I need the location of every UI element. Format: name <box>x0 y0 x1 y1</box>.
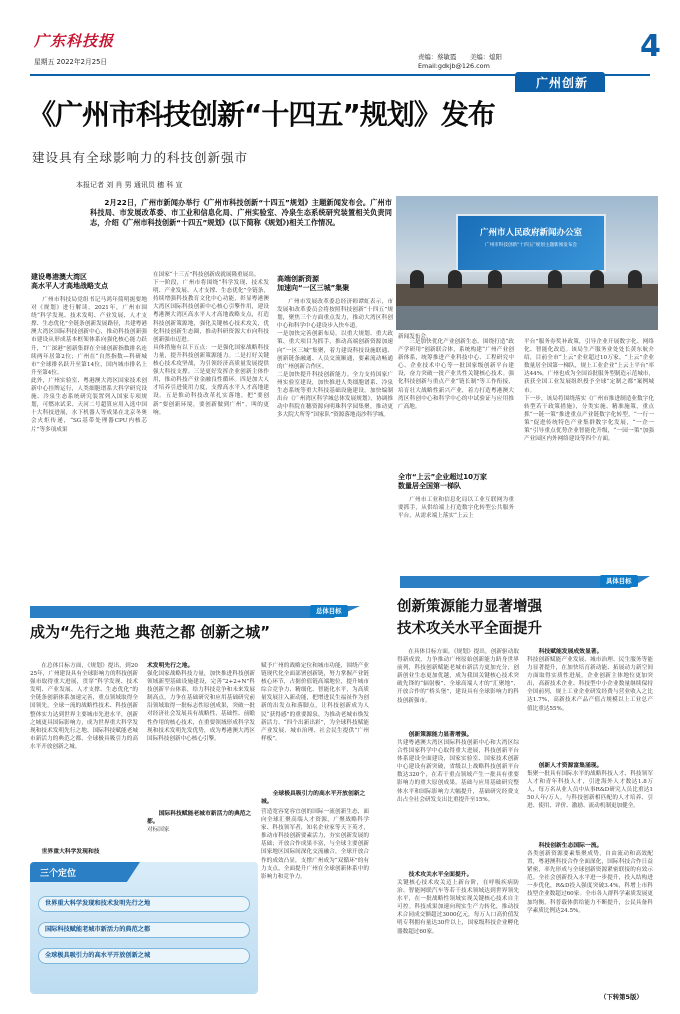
specific-col2-sub1: 科技赋能发展成效显著。 <box>538 649 603 655</box>
overall-col3-text: 赋予广州的战略定位和城市功能，围绕产业链现代化全面部署创新链，努力掌握产业链核心环节，占据价值链高端地位，提升城市综合竞争力、精细化、智能化水平，为高质量发展注入新动能，把增进民生福祉作为创新的出发点和落脚点，让科技创新成为人民“获得感”的重要源泉，为推动老城市焕发新活力、“四个出新出彩”，为全球科技赋能产业发展、城市治理、社会民生提供“广州样板”。 <box>261 663 369 742</box>
speaker-5 <box>590 270 604 288</box>
col4b-text: 广州市工业和信息化局以工业互联网为重要抓手，从供给端上打造数字化转型公共服务平台，从需求端上落实“上云上 <box>398 497 514 520</box>
positioning-item-2: 国际科技赋能老城市新活力的典范之都 <box>38 922 250 938</box>
page-number: 4 <box>640 29 661 64</box>
press-conference-photo <box>396 196 658 330</box>
col4-text: 三是加快优化产业创新生态。围绕打造“政产学研用”创新联合体，系统构建“广州产业创新体系，统筹推进产业科技中心、工程研究中心、企业技术中心等一批国家级创新平台建设，奋力突破一批产业共性关键核心技术。强化科技创新与重点产业“链长制”等工作衔接，培育壮大战略性新兴产业，着力打造粤港澳大湾区科创中心和科学中心的中试验证与应用推广高地。 <box>398 339 514 410</box>
col3-text: 广州市发展改革委总经济师谭虹表示，市发展和改革委员会将按照科技创新“十四五”规划，聚焦三个方面重点发力，推动大湾区科创中心和科学中心建设步入快车道。 一是加快完善创新布局。以重大规划、重大政策、重大项目为抓手，推动高端创新资源加速向“一区三城”集聚，着力建设科技设施联通、创新链条融通、人员交流顺通，要素流动畅通的广州创新合作区。 二是加快提升科技创新能力。全力支持国家广州实验室建设，加快推进人类细胞谱系、冷泉生态系统等重大科技基础设施建设。加快编制出台《广州湾区科学城总体发展规划》，协调推动中科院在穗资源向明珠科学园集聚，推动更多大院大所等“国家队”资源落地南沙科学城。 <box>277 299 393 419</box>
specific-col1c-text: 关键核心技术攻关迈上新台阶，在呼吸疾病防治、智能网联汽车等若干技术领域达到世界领先水平，在一批战略性领域实现关键核心技术自主可控。科技成果加速向现实生产力转化，推动技术合同成交额超过3000亿元，每万人口高价值发明专利拥有量达30件以上，国家级科技企业孵化器数超过60家。 <box>397 880 519 935</box>
overall-col2-sub: 国际科技赋能老城市新活力的典范之都。 <box>147 811 252 826</box>
positioning-item-3: 全球极具吸引力的高水平开放创新之城 <box>38 948 250 964</box>
overall-col2-text: 强化国家战略科技力量，加快推进科技创新领域新型基础设施建设，完善“2+2+N”科技创新平台体系，给力科技竞争和未来发展制高点，力争在基础研究和应用基础研究前沿领域取得一批标志性原创成果，突破一批对经济社会发展具有战略性、基础性、前瞻性作用的核心技术，在重要领域形成科学发现和技术发明先发优势，成为粤港澳大湾区国际科技创新中心核心引擎。 <box>147 671 255 742</box>
contact-email: Email:gdkjb@126.com <box>418 62 490 70</box>
col1-heading: 建设粤港澳大湾区 高水平人才高地战略支点 <box>31 273 108 290</box>
specific-col1b-text: 共建粤港澳大湾区国际科技创新中心和大湾区综合性国家科学中心取得重大进展，科技创新平台体系建设全面建设，国家实验室、国家技术创新中心建设有新突破，省级以上战略科技创新平台数达320个，在若干重点领域产生一批具有重要影响力的重大原创成果。基础与应用基础研究整体水平和国际影响力大幅提升，基础研究经费支出占全社会研发支出比重提升至15%。 <box>397 740 519 803</box>
overall-col3-sub: 全球极具吸引力的高水平开放创新之城。 <box>261 791 366 806</box>
speaker-3 <box>488 270 502 288</box>
headline-subtitle: 建设具有全球影响力的科技创新强市 <box>32 150 249 165</box>
specific-goal-title-1: 创新策源能力显著增强 <box>397 599 542 615</box>
section-label: 广州创新 <box>536 76 589 90</box>
screen-subtext: 广州市科技创新“十四五”规划主题新闻发布会 <box>484 243 578 248</box>
col5-text: 平台”服务券奖补政策，引导企业开展数字化、网络化、智能化改造。该局生产服务业处处长黄东航介绍，目前全市“上云”企业超过10万家，“上云”企业数量居全国第一梯队，规上工业企业“上云上平台”率达44%，广州也成为全国首批服务型制造示范城市，获获全国工业发展组织授予全球“定制之都”案例城市。 下一步，该局将围绕落实《广州市推进制造业数字化转型若干政策措施》，分类实施、精准施策，重点抓“一链一策”推进重点产业链数字化转型，“一行一策”促进传统特色产业集群数字化发展，“一企一策”引导重点优势企业智能化升级，“一园一策”加强产业园区内外网络建设等四个方面。 <box>524 339 654 443</box>
designer-credit: 美编：熄阳 <box>470 53 502 61</box>
editor-credit: 责编：蔡敏霞 <box>418 53 457 61</box>
issue-date: 星期五 2022年2月25日 <box>34 58 108 66</box>
speaker-4 <box>548 270 562 288</box>
speaker-1 <box>410 270 424 288</box>
headline-title: 《广州市科技创新“十四五”规划》发布 <box>28 98 495 131</box>
screen-text: 广州市人民政府新闻办公室 <box>479 228 582 238</box>
overall-col3b-text: 营造宽容宽容宜创的国际一流创新生态，面向全球汇聚高端人才资源，广聚战略科学家、科技领军者，知名企业家等天下英才，推动市科技创新要素活力，夯实创新发展的基础；开放合作成果丰富，与全球主要创新国家地区国际间深化交流融合，全球开放合作的成效凸显，支撑广州成为“双循环”的有力支点，全面提升广州在全球创新体系中的影响力和竞争力。 <box>261 809 369 880</box>
specific-col2b-text: 集聚一批具有国际水平的战略科技人才、科技领军人才和青年科技人才，引进海外人才数达1.8万人，每万名从业人员中从事R&D研究人员比重达150人年/万人。与科技创新相匹配的人才培养、引进、使用、评价、激励、流动机制更加健全。 <box>527 771 653 810</box>
three-positioning-box <box>30 862 258 994</box>
floor <box>396 306 658 330</box>
masthead <box>0 0 680 90</box>
specific-col2c-text: 各类创新资源要素集聚成势，自由流动和高效配置，粤港澳科技合作全面深化，国际科技合作日益紧密，率先形成与全球创新资源紧密联接的有效示范。全社会创新投入水平进一步提升，投入结构进一步优化，R&D投入强度突破3.4%，科增上市科技型企业数超过60家。全市各人群科学素质发展更加均衡，科普载体供给能力不断提升，公民具备科学素质比例达24.5%。 <box>527 851 653 914</box>
masthead-rule <box>30 74 650 76</box>
continued-note: （下转第5版） <box>600 993 643 1001</box>
photo-caption: 新闻发布会。 <box>398 334 432 340</box>
col1-text: 广州市科技局党组书记马鸿年简明扼要地对《规划》进行解读。2021年，广州市围绕“科学发现、技术发明、产业发展、人才支撑、生态优化”全链条创新发展路径，共建粤港澳大湾区国际科技创新中心，推动科技创新强市建设从形成基本框架体系向强化核心能力跃升，“广深港”创新集群在全球创新指数排名连续两年居第2位；广州在“自然指数—科研城市”全球排名跃升至第14位，国内城市排名上升至第4位。 此外，广州实验室、粤港澳大湾区国家技术创新中心挂牌运行，人类细胞谱系大科学研究设施、冷泉生态系统研究装置列入国家专项规划，可燃冰试采、天河二号超算应用入选中国十大科技进展，水下机器人等成果在北京冬奥会火炬传递，“SG基带处理器CPU内核芯片”等多项成果 <box>31 297 147 433</box>
col3-heading: 高端创新资源 加速向“一区三城”集聚 <box>277 275 350 292</box>
tag-specific-goal: 具体目标 <box>600 575 638 587</box>
specific-col1-sub2: 技术攻关水平全面提升。 <box>408 872 473 878</box>
podium-table <box>396 284 658 306</box>
byline: 本报记者 刘 肖 男 通讯员 穗 科 宣 <box>76 181 183 189</box>
overall-col1-text: 在总体目标方面，《规划》提出，到2025年，广州建设具有全球影响力的科技创新强市取得重大进展，贯穿“科学发现、技术发明、产业发展、人才支撑、生态优化”的全链条创新体系加速完善，重点领域取得全国领先，全球一流的战略性技术、科技创新整体实力达到世界主要城市先进水平，创新之城更具国际影响力，成为世界重大科学发现和技术发明先行之地、国际科技赋能老城市新活力的典范之都、全球极具吸引力的高水平开放创新之城。 <box>30 663 138 750</box>
col2-text: 在国家“十三五”科技创新成就展隆重展出。 下一阶段，广州市将围绕“科学发现、技术发明、产业发展、人才支撑、生态优化”全链条，持续增强科技教育文化中心功能，彰显粤港澳大湾区国际科技创新中心核心引擎作用，建设粤港澳大湾区高水平人才高地战略支点，打造科技创新策源地，强化关键核心技术攻关，优化科技创新生态圈，推动科研资源大市向科技创新强市迈进。 具体措施有以下五点：一是强化国家战略科技力量，提升科技创新策源能力。二是打好关键核心技术攻坚战，为引领经济高质量发展提供强大科技支撑。三是更好发挥企业创新主体作用，推动科技产业金融良性循环。四是加大人才培养引进使用力度，支撑高水平人才高地建设。五是推动科技改革扎实落地，把“要创新”要创新环境，要创新做到广州”，叫的更响。 <box>153 272 269 416</box>
lead-paragraph: 2月22日，广州市新闻办举行《广州市科技创新“十四五”规划》主题新闻发布会。广州市科技局、市发展改革委、市工业和信息化局、广州实验室、冷泉生态系统研究装置相关负责同志，介绍《广州市科技创新“十四五”规划》(以下简称《规划》)相关工作情况。 <box>90 198 392 227</box>
overall-col1-sub: 世界重大科学发现和技 <box>41 849 100 855</box>
specific-goal-title-2: 技术攻关水平全面提升 <box>397 621 542 637</box>
specific-col2-sub3: 科技创新生态国际一流。 <box>538 843 603 849</box>
overall-col2b-text: 对标国家 <box>147 827 170 833</box>
specific-col2-text: 科技创新赋能产业发展、城市治理、民生服务等能力显著提升，在加快培育新动能、拓展动力新空间方面取得实质性进展，企业创新主体地位更加突出，高新技术企业、科技型中小企业数量继续保持全国前列，规上工业企业研发经费与营业收入之比达1.7%，高新技术产品产值占规模以上工业总产值比重达55%。 <box>527 657 653 712</box>
specific-col1-sub1: 创新策源能力显著增强。 <box>408 732 473 738</box>
positioning-item-1: 世界重大科学发现和技术发明先行之地 <box>38 896 250 912</box>
box-title: 三个定位 <box>40 869 77 879</box>
logo: 广东科技报 <box>34 32 115 50</box>
specific-col2-sub2: 创新人才资源富集涌现。 <box>538 763 603 769</box>
overall-goal-title: 成为“先行之地 典范之都 创新之城” <box>30 623 271 641</box>
col4-heading: 全市“上云”企业超过10万家 数量居全国第一梯队 <box>398 473 487 490</box>
speaker-2 <box>448 270 462 288</box>
speaker-6 <box>628 270 642 288</box>
specific-col1-text: 在具体目标方面，《规划》提出，创新驱动取得新成效，力争推动广州原始创新能力跻身世界前列，科技创新赋能老城市新活力更加充分，创新创业生态更加优越，成为我国关键核心技术突破先锋的“辐射极”、全球高端人才的“汇聚地”、开放合作的“桥头堡”，建设具有全球影响力的科技创新强市。 <box>397 649 519 704</box>
tag-overall-goal: 总体目标 <box>310 605 348 617</box>
overall-col2-lead: 术发明先行之地。 <box>147 663 194 669</box>
